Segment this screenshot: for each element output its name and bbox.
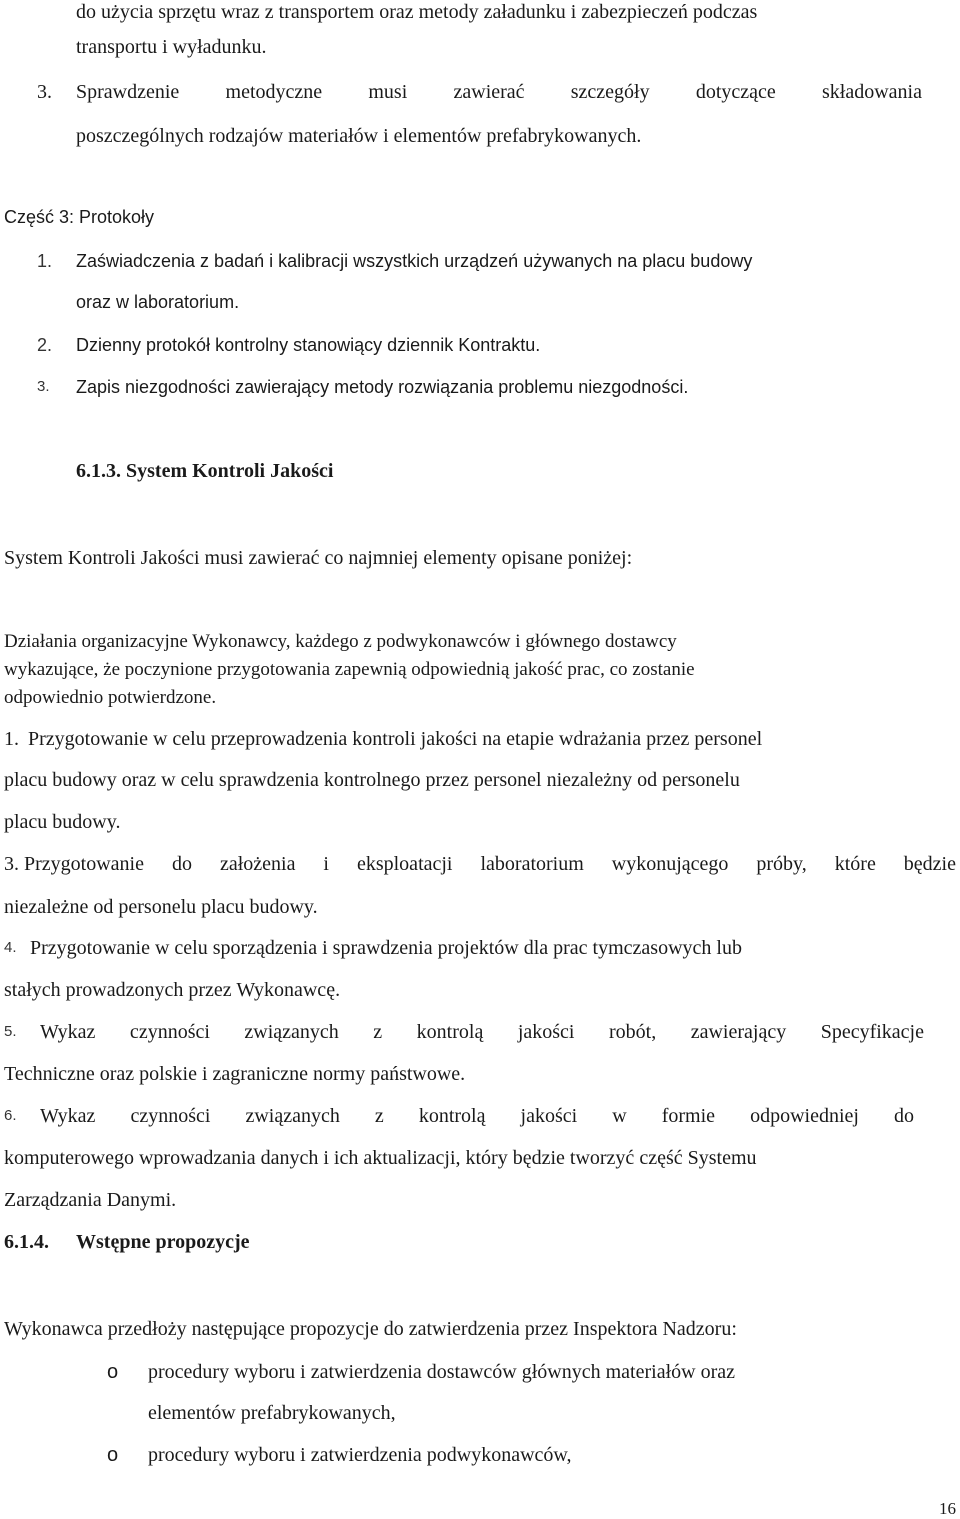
bullet-item-line: procedury wyboru i zatwierdzenia dostawców głównych materiałów oraz	[148, 1361, 736, 1383]
list-item-line: Przygotowanie w celu sporządzenia i sprawdzenia projektów dla prac tymczasowych lub	[30, 937, 742, 959]
paragraph-line: wykazujące, że poczynione przygotowania zapewnią odpowiednią jakość prac, co zostanie	[4, 659, 695, 680]
paragraph-line: odpowiednio potwierdzone.	[4, 687, 217, 708]
list-item-line: placu budowy oraz w celu sprawdzenia kontrolnego przez personel niezależny od personelu	[4, 769, 740, 791]
bullet-icon: o	[107, 1361, 119, 1383]
list-number: 1.	[4, 728, 19, 750]
list-item-line: Wykaz czynności związanych z kontrolą jakości w formie odpowiedniej do	[40, 1105, 914, 1127]
list-item-line: stałych prowadzonych przez Wykonawcę.	[4, 979, 341, 1001]
list-item-line: oraz w laboratorium.	[76, 292, 240, 312]
list-item-line: Dzienny protokół kontrolny stanowiący dziennik Kontraktu.	[76, 335, 541, 355]
list-item-line: Zarządzania Danymi.	[4, 1189, 177, 1211]
list-item-line: Techniczne oraz polskie i zagraniczne normy państwowe.	[4, 1063, 466, 1085]
list-item-line: komputerowego wprowadzania danych i ich aktualizacji, który będzie tworzyć część Systemu	[4, 1147, 757, 1169]
paragraph-line: Działania organizacyjne Wykonawcy, każdego z podwykonawców i głównego dostawcy	[4, 631, 677, 652]
section-intro: Wykonawca przedłoży następujące propozycje do zatwierdzenia przez Inspektora Nadzoru:	[4, 1318, 737, 1340]
page-number: 16	[939, 1499, 956, 1518]
list-number: 4.	[4, 939, 17, 956]
list-number: 3.	[37, 81, 52, 103]
list-number: 1.	[37, 251, 53, 271]
text-line: Sprawdzenie metodyczne musi zawierać szczegóły dotyczące składowania	[76, 81, 922, 103]
list-number: 3.	[37, 378, 50, 395]
bullet-item-line: elementów prefabrykowanych,	[148, 1402, 396, 1424]
text-line: poszczególnych rodzajów materiałów i elementów prefabrykowanych.	[76, 125, 642, 147]
section-heading-number: 6.1.4.	[4, 1231, 49, 1253]
list-number: 6.	[4, 1107, 17, 1124]
part3-heading: Część 3: Protokoły	[4, 207, 155, 227]
section-heading: Wstępne propozycje	[76, 1231, 250, 1253]
list-item-line: Zaświadczenia z badań i kalibracji wszystkich urządzeń używanych na placu budowy	[76, 251, 753, 271]
bullet-icon: o	[107, 1444, 119, 1466]
list-item-line: Wykaz czynności związanych z kontrolą jakości robót, zawierający Specyfikacje	[40, 1021, 924, 1043]
bullet-item-line: procedury wyboru i zatwierdzenia podwykonawców,	[148, 1444, 572, 1466]
text-line: transportu i wyładunku.	[76, 36, 267, 58]
text-line: do użycia sprzętu wraz z transportem oraz metody załadunku i zabezpieczeń podczas	[76, 1, 758, 23]
list-item-line: niezależne od personelu placu budowy.	[4, 896, 318, 918]
list-number: 3.	[4, 853, 19, 875]
list-item-line: Przygotowanie w celu przeprowadzenia kontroli jakości na etapie wdrażania przez personel	[28, 728, 763, 750]
list-item-line: Zapis niezgodności zawierający metody rozwiązania problemu niezgodności.	[76, 377, 689, 397]
section-intro: System Kontroli Jakości musi zawierać co najmniej elementy opisane poniżej:	[4, 547, 633, 569]
section-heading: 6.1.3. System Kontroli Jakości	[76, 460, 334, 482]
list-item-line: Przygotowanie do założenia i eksploatacji laboratorium wykonującego próby, które będzie	[24, 853, 956, 875]
list-item-line: placu budowy.	[4, 811, 121, 833]
list-number: 5.	[4, 1023, 17, 1040]
list-number: 2.	[37, 335, 53, 355]
